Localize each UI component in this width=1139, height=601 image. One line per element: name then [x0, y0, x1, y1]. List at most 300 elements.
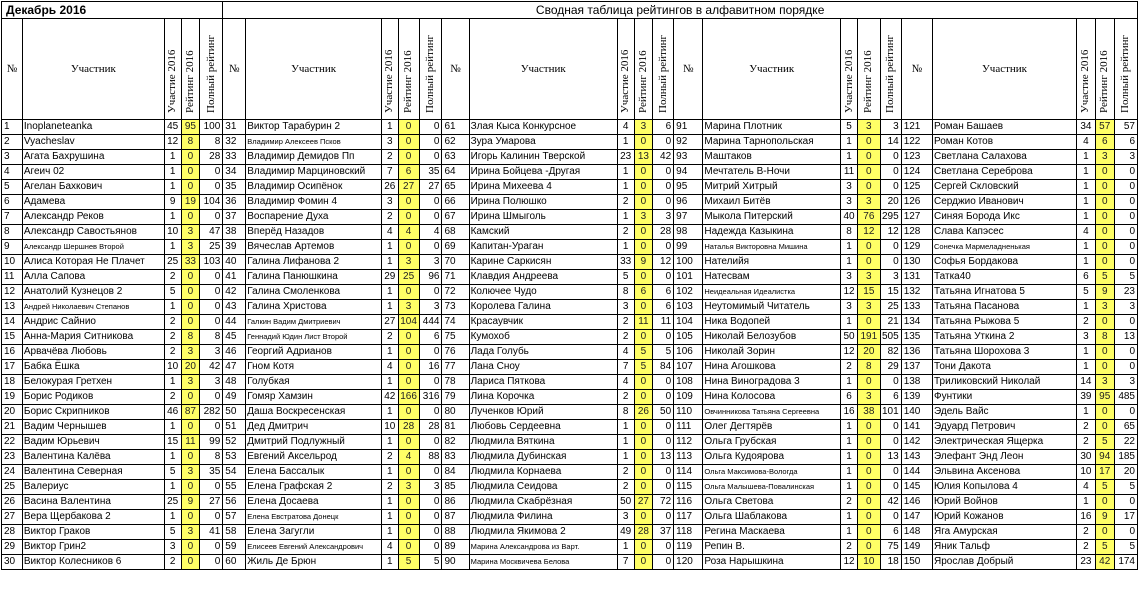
- row-number: 148: [901, 525, 932, 540]
- row-number: 36: [223, 195, 246, 210]
- participation-value: 40: [841, 210, 858, 225]
- participant-name: Марина Тарнопольская: [703, 135, 841, 150]
- participation-value: 1: [164, 450, 181, 465]
- participation-value: 46: [164, 405, 181, 420]
- participation-value: 1: [617, 210, 634, 225]
- participation-value: 5: [841, 120, 858, 135]
- row-number: 28: [2, 525, 23, 540]
- participation-value: 2: [1077, 420, 1096, 435]
- full-rating-value: 35: [200, 465, 223, 480]
- participation-value: 42: [381, 390, 398, 405]
- full-rating-value: 0: [419, 495, 442, 510]
- participant-name: Михаил Битёв: [703, 195, 841, 210]
- participation-value: 1: [381, 405, 398, 420]
- row-number: 141: [901, 420, 932, 435]
- rating-value: 0: [181, 420, 200, 435]
- table-row: [2, 390, 1138, 405]
- participation-value: 7: [617, 360, 634, 375]
- header-rating-2016-label: Рейтинг 2016: [862, 50, 875, 113]
- full-rating-value: 5: [1114, 270, 1137, 285]
- participant-name: Ника Водопей: [703, 315, 841, 330]
- participation-value: 1: [617, 420, 634, 435]
- full-rating-value: 65: [1114, 420, 1137, 435]
- full-rating-value: 0: [200, 540, 223, 555]
- row-number: 136: [901, 345, 932, 360]
- rating-value: 0: [1095, 180, 1114, 195]
- participant-name: Ольга Шаблакова: [703, 510, 841, 525]
- participation-value: 10: [1077, 465, 1096, 480]
- rating-value: 0: [1095, 525, 1114, 540]
- full-rating-value: 185: [1114, 450, 1137, 465]
- participant-name: Татьяна Пасанова: [933, 300, 1077, 315]
- participation-value: 1: [164, 240, 181, 255]
- participation-value: 1: [1077, 210, 1096, 225]
- rating-value: 3: [181, 240, 200, 255]
- participation-value: 1: [1077, 240, 1096, 255]
- rating-value: 17: [1095, 465, 1114, 480]
- participation-value: 2: [617, 315, 634, 330]
- participation-value: 2: [381, 210, 398, 225]
- full-rating-value: 75: [880, 540, 901, 555]
- participant-name: Ольга Светова: [703, 495, 841, 510]
- row-number: 66: [442, 195, 469, 210]
- rating-value: 95: [181, 120, 200, 135]
- full-rating-value: 0: [1114, 165, 1137, 180]
- row-number: 104: [674, 315, 703, 330]
- participant-name: Вадим Юрьевич: [22, 435, 164, 450]
- participant-name: Дед Дмитрич: [246, 420, 382, 435]
- table-row: [2, 495, 1138, 510]
- participant-name: Нина Виноградова 3: [703, 375, 841, 390]
- participant-name: Андрей Николаевич Степанов: [22, 300, 164, 315]
- row-number: 144: [901, 465, 932, 480]
- row-number: 41: [223, 270, 246, 285]
- row-number: 22: [2, 435, 23, 450]
- full-rating-value: 0: [200, 390, 223, 405]
- participation-value: 3: [617, 300, 634, 315]
- row-number: 122: [901, 135, 932, 150]
- full-rating-value: 0: [419, 345, 442, 360]
- participation-value: 4: [1077, 225, 1096, 240]
- table-row: [2, 360, 1138, 375]
- full-rating-value: 6: [880, 525, 901, 540]
- participant-name: Людмила Сеидова: [469, 480, 617, 495]
- participant-name: Владимир Осипёнок: [246, 180, 382, 195]
- rating-value: 57: [1095, 120, 1114, 135]
- participant-name: Даша Воскресенская: [246, 405, 382, 420]
- full-rating-value: 12: [653, 255, 674, 270]
- header-full-rating: [1114, 19, 1137, 120]
- row-number: 25: [2, 480, 23, 495]
- rating-value: 0: [181, 210, 200, 225]
- rating-value: 8: [1095, 330, 1114, 345]
- participation-value: 2: [1077, 525, 1096, 540]
- full-rating-value: 0: [1114, 405, 1137, 420]
- row-number: 118: [674, 525, 703, 540]
- table-body: [2, 120, 1138, 570]
- participation-value: 5: [1077, 285, 1096, 300]
- participant-name: Валериус: [22, 480, 164, 495]
- row-number: 91: [674, 120, 703, 135]
- header-full-rating-label: Полный рейтинг: [884, 34, 897, 113]
- full-rating-value: 3: [200, 345, 223, 360]
- participant-name: Вера Щербакова 2: [22, 510, 164, 525]
- row-number: 132: [901, 285, 932, 300]
- participation-value: 2: [164, 330, 181, 345]
- full-rating-value: 0: [880, 375, 901, 390]
- participation-value: 4: [381, 360, 398, 375]
- full-rating-value: 0: [419, 465, 442, 480]
- header-number: №: [442, 19, 469, 120]
- header-full-rating-label: Полный рейтинг: [656, 34, 669, 113]
- rating-value: 0: [398, 465, 419, 480]
- participation-value: 1: [1077, 360, 1096, 375]
- participation-value: 12: [841, 345, 858, 360]
- full-rating-value: 3: [1114, 375, 1137, 390]
- participant-name: Вперёд Назадов: [246, 225, 382, 240]
- full-rating-value: 174: [1114, 555, 1137, 570]
- table-row: [2, 345, 1138, 360]
- row-number: 35: [223, 180, 246, 195]
- rating-value: 0: [398, 510, 419, 525]
- full-rating-value: 3: [419, 300, 442, 315]
- participant-name: Inoplaneteanka: [22, 120, 164, 135]
- participation-value: 1: [617, 165, 634, 180]
- rating-value: 0: [181, 165, 200, 180]
- full-rating-value: 100: [200, 120, 223, 135]
- participation-value: 1: [381, 240, 398, 255]
- row-number: 131: [901, 270, 932, 285]
- header-number: №: [901, 19, 932, 120]
- participation-value: 8: [617, 405, 634, 420]
- participant-name: Галкин Вадим Дмитриевич: [246, 315, 382, 330]
- participant-name: Виктор Колесников 6: [22, 555, 164, 570]
- full-rating-value: 0: [653, 465, 674, 480]
- row-number: 133: [901, 300, 932, 315]
- participation-value: 1: [841, 255, 858, 270]
- full-rating-value: 3: [1114, 150, 1137, 165]
- participation-value: 12: [841, 285, 858, 300]
- header-participant: Участник: [246, 19, 382, 120]
- full-rating-value: 27: [200, 495, 223, 510]
- rating-value: 0: [398, 210, 419, 225]
- rating-value: 12: [857, 225, 880, 240]
- rating-value: 0: [857, 150, 880, 165]
- full-rating-value: 316: [419, 390, 442, 405]
- rating-value: 0: [181, 450, 200, 465]
- header-participant: Участник: [22, 19, 164, 120]
- participant-name: Людмила Дубинская: [469, 450, 617, 465]
- full-rating-value: 0: [419, 435, 442, 450]
- participant-name: Элефант Энд Леон: [933, 450, 1077, 465]
- full-rating-value: 50: [653, 405, 674, 420]
- participation-value: 3: [164, 540, 181, 555]
- participation-value: 1: [841, 150, 858, 165]
- row-number: 145: [901, 480, 932, 495]
- participant-name: Мечтатель В-Ночи: [703, 165, 841, 180]
- participation-value: 1: [1077, 165, 1096, 180]
- participant-name: Татьяна Рыжова 5: [933, 315, 1077, 330]
- full-rating-value: 0: [1114, 180, 1137, 195]
- row-number: 49: [223, 390, 246, 405]
- rating-value: 0: [634, 435, 653, 450]
- rating-value: 0: [398, 150, 419, 165]
- participation-value: 1: [381, 555, 398, 570]
- participant-name: Людмила Скабрёзная: [469, 495, 617, 510]
- rating-value: 38: [857, 405, 880, 420]
- participant-name: Ирина Шмыголь: [469, 210, 617, 225]
- participant-name: Ирина Полюшко: [469, 195, 617, 210]
- participation-value: 4: [381, 225, 398, 240]
- full-rating-value: 0: [1114, 360, 1137, 375]
- rating-value: 0: [857, 180, 880, 195]
- participation-value: 11: [841, 165, 858, 180]
- rating-value: 0: [181, 555, 200, 570]
- table-row: [2, 420, 1138, 435]
- participant-name: Людмила Корнаева: [469, 465, 617, 480]
- full-rating-value: 6: [653, 120, 674, 135]
- full-rating-value: 0: [880, 165, 901, 180]
- rating-value: 5: [634, 345, 653, 360]
- header-rating-2016: [1095, 19, 1114, 120]
- participation-value: 1: [1077, 180, 1096, 195]
- rating-value: 0: [857, 165, 880, 180]
- participation-value: 3: [1077, 330, 1096, 345]
- rating-value: 0: [1095, 360, 1114, 375]
- rating-value: 3: [398, 480, 419, 495]
- row-number: 53: [223, 450, 246, 465]
- rating-value: 5: [398, 555, 419, 570]
- row-number: 147: [901, 510, 932, 525]
- row-number: 19: [2, 390, 23, 405]
- participant-name: Александр Реков: [22, 210, 164, 225]
- row-number: 27: [2, 510, 23, 525]
- row-number: 106: [674, 345, 703, 360]
- rating-value: 20: [181, 360, 200, 375]
- participation-value: 1: [164, 375, 181, 390]
- participation-value: 1: [841, 315, 858, 330]
- participation-value: 39: [1077, 390, 1096, 405]
- participant-name: Гомяр Хамзин: [246, 390, 382, 405]
- full-rating-value: 0: [200, 300, 223, 315]
- row-number: 34: [223, 165, 246, 180]
- full-rating-value: 17: [1114, 510, 1137, 525]
- full-rating-value: 0: [880, 240, 901, 255]
- row-number: 117: [674, 510, 703, 525]
- row-number: 61: [442, 120, 469, 135]
- row-number: 48: [223, 375, 246, 390]
- row-number: 33: [223, 150, 246, 165]
- rating-value: 94: [1095, 450, 1114, 465]
- rating-value: 0: [398, 195, 419, 210]
- participant-name: Наталья Викторовна Мишина: [703, 240, 841, 255]
- participant-name: Натесвам: [703, 270, 841, 285]
- rating-value: 166: [398, 390, 419, 405]
- participant-name: Неутомимый Читатель: [703, 300, 841, 315]
- full-rating-value: 0: [1114, 225, 1137, 240]
- row-number: 137: [901, 360, 932, 375]
- table-row: [2, 525, 1138, 540]
- full-rating-value: 0: [653, 435, 674, 450]
- row-number: 72: [442, 285, 469, 300]
- table-row: [2, 255, 1138, 270]
- participation-value: 1: [841, 240, 858, 255]
- participant-name: Овчинникова Татьяна Сергеевна: [703, 405, 841, 420]
- full-rating-value: 72: [653, 495, 674, 510]
- header-rating-2016-label: Рейтинг 2016: [636, 50, 649, 113]
- full-rating-value: 0: [880, 480, 901, 495]
- rating-value: 87: [181, 405, 200, 420]
- participation-value: 2: [164, 345, 181, 360]
- participant-name: Яга Амурская: [933, 525, 1077, 540]
- participation-value: 5: [164, 285, 181, 300]
- full-rating-value: 4: [419, 225, 442, 240]
- participant-name: Белокурая Гретхен: [22, 375, 164, 390]
- rating-value: 3: [857, 195, 880, 210]
- full-rating-value: 0: [200, 510, 223, 525]
- full-rating-value: 6: [1114, 135, 1137, 150]
- participant-name: Людмила Филина: [469, 510, 617, 525]
- participant-name: Людмила Вяткина: [469, 435, 617, 450]
- participant-name: Ирина Михеева 4: [469, 180, 617, 195]
- row-number: 78: [442, 375, 469, 390]
- participation-value: 1: [617, 450, 634, 465]
- row-number: 69: [442, 240, 469, 255]
- row-number: 97: [674, 210, 703, 225]
- header-rating-2016-label: Рейтинг 2016: [1098, 50, 1111, 113]
- participation-value: 1: [841, 450, 858, 465]
- table-row: [2, 465, 1138, 480]
- row-number: 74: [442, 315, 469, 330]
- rating-value: 0: [857, 540, 880, 555]
- table-row: [2, 150, 1138, 165]
- rating-value: 27: [398, 180, 419, 195]
- row-number: 38: [223, 225, 246, 240]
- row-number: 32: [223, 135, 246, 150]
- row-number: 65: [442, 180, 469, 195]
- rating-value: 5: [1095, 480, 1114, 495]
- rating-value: 0: [857, 465, 880, 480]
- participation-value: 2: [164, 390, 181, 405]
- rating-value: 19: [181, 195, 200, 210]
- participant-name: Агелан Бахкович: [22, 180, 164, 195]
- participation-value: 2: [617, 480, 634, 495]
- full-rating-value: 0: [653, 330, 674, 345]
- participant-name: Капитан-Ураган: [469, 240, 617, 255]
- table-row: [2, 270, 1138, 285]
- table-row: [2, 555, 1138, 570]
- rating-value: 26: [634, 405, 653, 420]
- participant-name: Эдель Вайс: [933, 405, 1077, 420]
- rating-value: 0: [181, 315, 200, 330]
- table-title: Сводная таблица рейтингов в алфавитном порядке: [223, 2, 1138, 19]
- row-number: 76: [442, 345, 469, 360]
- row-number: 26: [2, 495, 23, 510]
- rating-value: 0: [634, 225, 653, 240]
- table-row: [2, 225, 1138, 240]
- participation-value: 1: [841, 465, 858, 480]
- full-rating-value: 0: [653, 555, 674, 570]
- participation-value: 1: [841, 135, 858, 150]
- participation-value: 1: [381, 435, 398, 450]
- participation-value: 1: [381, 465, 398, 480]
- participant-name: Геннадий Юдин Лист Второй: [246, 330, 382, 345]
- participant-name: Королева Галина: [469, 300, 617, 315]
- participant-name: Алиса Которая Не Плачет: [22, 255, 164, 270]
- full-rating-value: 3: [653, 210, 674, 225]
- full-rating-value: 0: [1114, 525, 1137, 540]
- row-number: 62: [442, 135, 469, 150]
- rating-value: 0: [634, 420, 653, 435]
- full-rating-value: 0: [419, 195, 442, 210]
- participation-value: 3: [841, 195, 858, 210]
- rating-value: 3: [1095, 300, 1114, 315]
- rating-value: 0: [857, 510, 880, 525]
- participant-name: Митрий Хитрый: [703, 180, 841, 195]
- participant-name: Роман Башаев: [933, 120, 1077, 135]
- row-number: 142: [901, 435, 932, 450]
- rating-value: 0: [398, 120, 419, 135]
- row-number: 44: [223, 315, 246, 330]
- participation-value: 6: [841, 390, 858, 405]
- full-rating-value: 0: [419, 405, 442, 420]
- full-rating-value: 282: [200, 405, 223, 420]
- row-number: 98: [674, 225, 703, 240]
- rating-value: 42: [1095, 555, 1114, 570]
- participation-value: 1: [164, 420, 181, 435]
- rating-value: 0: [398, 405, 419, 420]
- rating-value: 0: [857, 135, 880, 150]
- row-number: 115: [674, 480, 703, 495]
- rating-value: 0: [398, 240, 419, 255]
- table-row: [2, 210, 1138, 225]
- rating-value: 3: [398, 300, 419, 315]
- row-number: 14: [2, 315, 23, 330]
- participant-name: Воспарение Духа: [246, 210, 382, 225]
- rating-value: 0: [1095, 495, 1114, 510]
- rating-value: 33: [181, 255, 200, 270]
- participant-name: Жиль Де Брюн: [246, 555, 382, 570]
- row-number: 59: [223, 540, 246, 555]
- rating-value: 0: [1095, 405, 1114, 420]
- full-rating-value: 12: [880, 225, 901, 240]
- full-rating-value: 82: [880, 345, 901, 360]
- row-number: 110: [674, 405, 703, 420]
- full-rating-value: 5: [419, 555, 442, 570]
- rating-value: 11: [181, 435, 200, 450]
- participant-name: Владимир Демидов Пп: [246, 150, 382, 165]
- rating-value: 10: [857, 555, 880, 570]
- rating-value: 3: [398, 255, 419, 270]
- row-number: 107: [674, 360, 703, 375]
- full-rating-value: 295: [880, 210, 901, 225]
- row-number: 5: [2, 180, 23, 195]
- rating-value: 3: [857, 270, 880, 285]
- rating-value: 0: [634, 450, 653, 465]
- full-rating-value: 15: [880, 285, 901, 300]
- table-row: [2, 435, 1138, 450]
- participation-value: 25: [164, 495, 181, 510]
- full-rating-value: 0: [653, 540, 674, 555]
- header-full-rating: [653, 19, 674, 120]
- participation-value: 2: [164, 315, 181, 330]
- row-number: 95: [674, 180, 703, 195]
- participation-value: 1: [841, 510, 858, 525]
- full-rating-value: 0: [200, 165, 223, 180]
- participation-value: 6: [1077, 270, 1096, 285]
- rating-value: 0: [857, 525, 880, 540]
- rating-value: 0: [634, 390, 653, 405]
